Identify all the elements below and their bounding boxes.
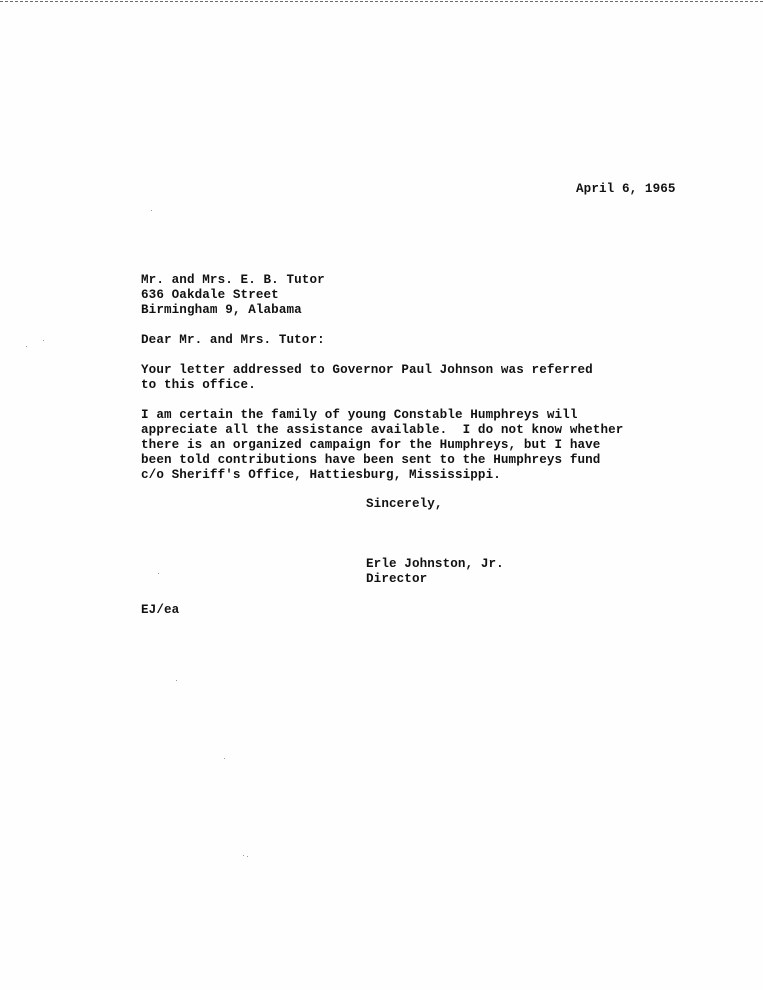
paragraph2-line: appreciate all the assistance available. I do not know whether bbox=[141, 423, 624, 437]
recipient-name: Mr. and Mrs. E. B. Tutor bbox=[141, 273, 325, 287]
paragraph2-line: there is an organized campaign for the Humphreys, but I have bbox=[141, 438, 601, 452]
paper-speck bbox=[26, 346, 27, 347]
typist-initials: EJ/ea bbox=[141, 603, 180, 617]
paper-speck bbox=[224, 758, 225, 759]
paper-speck bbox=[151, 210, 152, 211]
paragraph1-line: Your letter addressed to Governor Paul Johnson was referred bbox=[141, 363, 593, 377]
paper-speck bbox=[158, 573, 159, 574]
recipient-city: Birmingham 9, Alabama bbox=[141, 303, 302, 317]
paper-speck bbox=[43, 340, 44, 341]
paragraph2-line: c/o Sheriff's Office, Hattiesburg, Mississippi. bbox=[141, 468, 501, 482]
closing: Sincerely, bbox=[366, 497, 443, 511]
signer-title: Director bbox=[366, 572, 428, 586]
paper-speck bbox=[176, 680, 177, 681]
signer-name: Erle Johnston, Jr. bbox=[366, 557, 504, 571]
paper-speck bbox=[247, 856, 248, 857]
paragraph1-line: to this office. bbox=[141, 378, 256, 392]
paragraph2-line: I am certain the family of young Constable Humphreys will bbox=[141, 408, 578, 422]
page-top-edge bbox=[0, 1, 763, 2]
recipient-street: 636 Oakdale Street bbox=[141, 288, 279, 302]
salutation: Dear Mr. and Mrs. Tutor: bbox=[141, 333, 325, 347]
paragraph2-line: been told contributions have been sent to the Humphreys fund bbox=[141, 453, 601, 467]
letter-date: April 6, 1965 bbox=[576, 182, 676, 196]
paper-speck bbox=[243, 855, 244, 856]
